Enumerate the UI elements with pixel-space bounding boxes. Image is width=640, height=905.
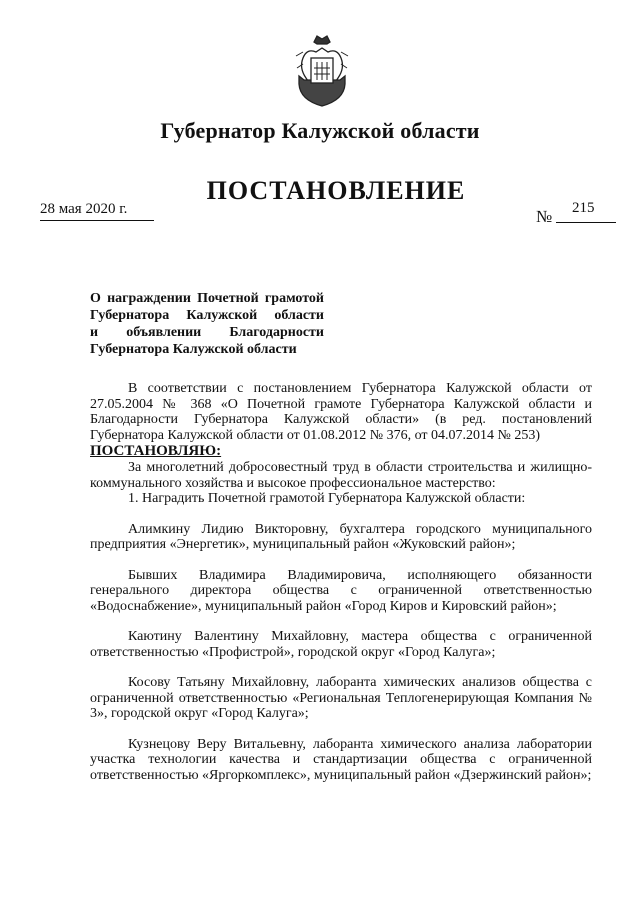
issuing-authority: Губернатор Калужской области — [160, 118, 480, 143]
awardee-paragraph: Косову Татьяну Михайловну, лаборанта химических анализов общества с ограниченной ответственностью «Региональная Теплогенерирующая Компания № 3», городской округ «Город Калуга»; — [90, 675, 592, 721]
coat-of-arms-emblem — [294, 28, 350, 108]
spacer — [90, 507, 592, 522]
document-type-title: ПОСТАНОВЛЕНИЕ — [206, 176, 466, 205]
awardee-paragraph: Бывших Владимира Владимировича, исполняющего обязанности генерального директора общества с ограниченной ответственностью «Водоснабжение», муниципальный район «Город Киров и Кировский район»; — [90, 567, 592, 614]
awardee-paragraph: Кузнецову Веру Витальевну, лаборанта химического анализа лаборатории участка технологии качества и стандартизации общества с ограниченной ответственностью «Яргоркомплекс», муниципальный район «Дзержинский район»; — [90, 736, 592, 783]
spacer — [90, 722, 592, 737]
spacer — [90, 614, 592, 629]
spacer — [90, 553, 592, 568]
document-subject — [90, 290, 324, 358]
spacer — [90, 660, 592, 675]
awardee-paragraph: Алимкину Лидию Викторовну, бухгалтера городского муниципального предприятия «Энергетик», муниципальный район «Жуковский район»; — [90, 521, 592, 552]
subject-line: и объявлении Благодарности — [90, 325, 324, 340]
subject-line: Губернатора Калужской области — [90, 342, 297, 357]
preamble-paragraph: В соответствии с постановлением Губернатора Калужской области от 27.05.2004 № 368 «О Почетной грамоте Губернатора Калужской области и Благодарности Губернатора Калужской области» (в ред. постановлений Губернатора Калужской области от 01.08.2012 № 376, от 04.07.2014 № 253) — [90, 381, 592, 443]
number-label: № — [536, 207, 553, 226]
document-number: 215 — [572, 200, 595, 216]
intro-paragraph: За многолетний добросовестный труд в области строительства и жилищно-коммунального хозяйства и высокое профессиональное мастерство: — [90, 460, 592, 491]
awardee-paragraph: Каютину Валентину Михайловну, мастера общества с ограниченной ответственностью «Профистрой», городской округ «Город Калуга»; — [90, 629, 592, 660]
subject-line: О награждении Почетной грамотой — [90, 291, 324, 306]
number-underline — [556, 222, 616, 223]
decree-word: ПОСТАНОВЛЯЮ: — [90, 443, 222, 459]
document-body — [90, 381, 592, 783]
subject-line: Губернатора Калужской области — [90, 308, 324, 323]
item-1-heading: 1. Наградить Почетной грамотой Губернатора Калужской области: — [128, 491, 526, 506]
document-date: 28 мая 2020 г. — [40, 201, 154, 221]
